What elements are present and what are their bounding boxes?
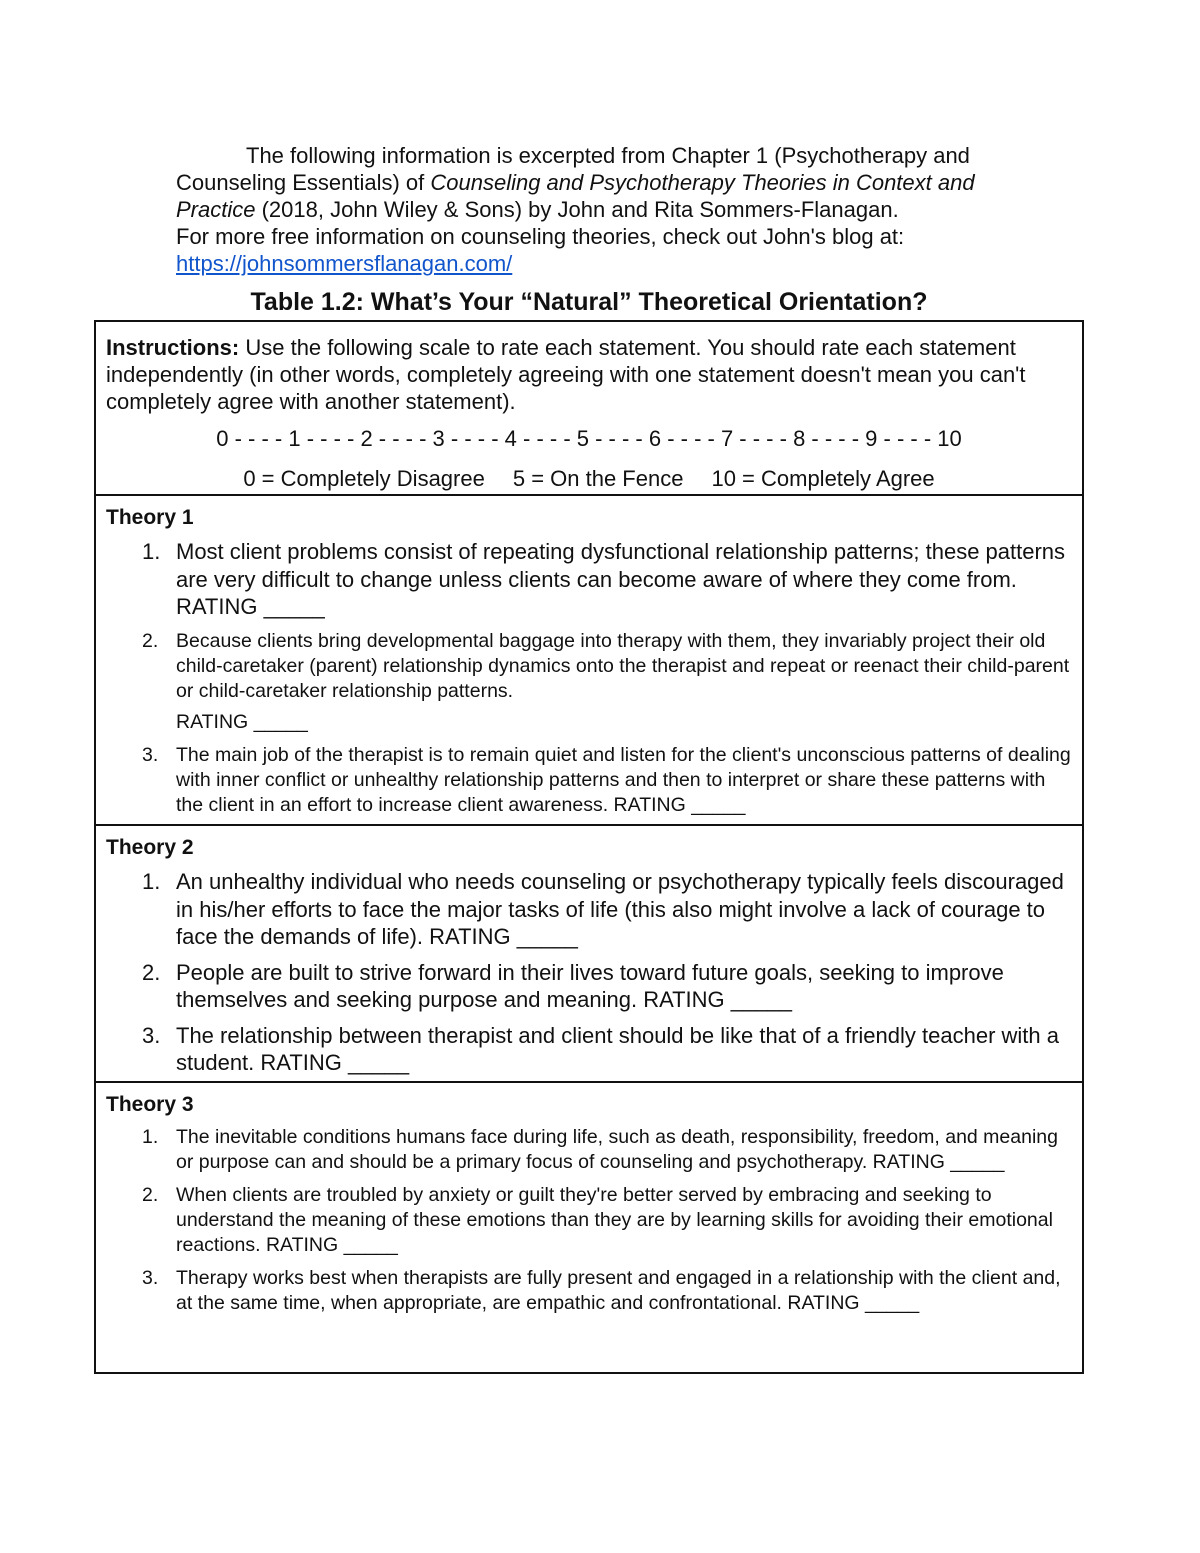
statement-item [106, 1125, 1072, 1175]
statement-text: People are built to strive forward in their lives toward future goals, seeking to improve themselves and seeking purpose and meaning. RATING _____ [176, 959, 1004, 1012]
legend-agree: 10 = Completely Agree [711, 466, 935, 491]
intro-text-2: (2018, John Wiley & Sons) by John and Rita Sommers-Flanagan. [255, 197, 899, 222]
rating-blank: RATING _____ [176, 710, 308, 733]
theory-heading: Theory 3 [106, 1093, 194, 1116]
statement-text: Therapy works best when therapists are fully present and engaged in a relationship with the client and, at the same time, when appropriate, are empathic and confrontational. RATING _____ [176, 1267, 1061, 1314]
item-number: 1. [142, 1126, 159, 1148]
statement-text: The relationship between therapist and client should be like that of a friendly teacher with a student. RATING _____ [176, 1022, 1059, 1075]
statement-item [106, 1266, 1072, 1316]
intro-text: The following information is excerpted from Chapter 1 (Psychotherapy and Counseling Essentials) of [176, 143, 970, 195]
scale-legend [106, 465, 1072, 492]
table-title: Table 1.2: What’s Your “Natural” Theoretical Orientation? [250, 288, 928, 316]
item-number: 1. [142, 869, 161, 894]
blog-link[interactable]: https://johnsommersflanagan.com/ [176, 251, 513, 276]
theory-heading: Theory 1 [106, 506, 194, 529]
item-number: 2. [142, 959, 161, 985]
statement-text: The main job of the therapist is to remain quiet and listen for the client's unconscious patterns of dealing with inner conflict or unhealthy relationship patterns and then to interpret or share these patterns with the client in an effort to increase client awareness. RATING _____ [176, 743, 1071, 816]
item-number: 3. [142, 1267, 159, 1289]
statement-item [106, 629, 1072, 735]
item-number: 3. [142, 743, 159, 766]
statement-text: The inevitable conditions humans face during life, such as death, responsibility, freedom, and meaning or purpose can and should be a primary focus of counseling and psychotherapy. RATING _____ [176, 1126, 1058, 1173]
statement-text: An unhealthy individual who needs counseling or psychotherapy typically feels discouraged in his/her efforts to face the major tasks of life (this also might involve a lack of courage to face the demands of life). RATING _____ [176, 869, 1064, 949]
item-number: 2. [142, 629, 159, 652]
legend-fence: 5 = On the Fence [512, 466, 684, 491]
theory-3-section [96, 1081, 1082, 1372]
theory-1-section [96, 494, 1082, 824]
instructions-label: Instructions: [106, 335, 240, 360]
statement-item [106, 743, 1072, 818]
instructions-text: Use the following scale to rate each statement. You should rate each statement independently (in other words, completely agreeing with one statement doesn't mean you can't completely agree with another statement). [106, 335, 1026, 414]
intro-paragraph [176, 142, 1056, 277]
theory-heading: Theory 2 [106, 836, 194, 859]
item-number: 3. [142, 1022, 161, 1048]
instructions-section [96, 322, 1082, 494]
statement-item [106, 868, 1072, 951]
statement-text: When clients are troubled by anxiety or guilt they're better served by embracing and seeking to understand the meaning of these emotions than they are by learning skills for avoiding their emotional reactions. RATING _____ [176, 1184, 1053, 1256]
statement-text: Most client problems consist of repeating dysfunctional relationship patterns; these patterns are very difficult to change unless clients can become aware of where they come from. RATING _____ [176, 539, 1066, 619]
orientation-table [94, 320, 1084, 1374]
item-number: 1. [142, 539, 161, 564]
intro-text-3: For more free information on counseling theories, check out John's blog at: [176, 224, 905, 249]
legend-disagree: 0 = Completely Disagree [243, 466, 485, 491]
book-title: Counseling and Psychotherapy Theories in Context and Practice [176, 170, 975, 222]
statement-item [106, 1022, 1072, 1077]
rating-scale: 0 - - - - 1 - - - - 2 - - - - 3 - - - - 4 - - - - 5 - - - - 6 - - - - 7 - - - - 8 - - - - 9 - - - - 10 [216, 426, 962, 451]
statement-item [106, 959, 1072, 1014]
item-number: 2. [142, 1184, 159, 1206]
statement-item [106, 538, 1072, 621]
statement-item [106, 1183, 1072, 1258]
statement-text: Because clients bring developmental baggage into therapy with them, they invariably project their old child-caretaker (parent) relationship dynamics onto the therapist and repeat or reenact their child-parent or child-caretaker relationship patterns. [176, 629, 1070, 702]
theory-2-section [96, 824, 1082, 1081]
